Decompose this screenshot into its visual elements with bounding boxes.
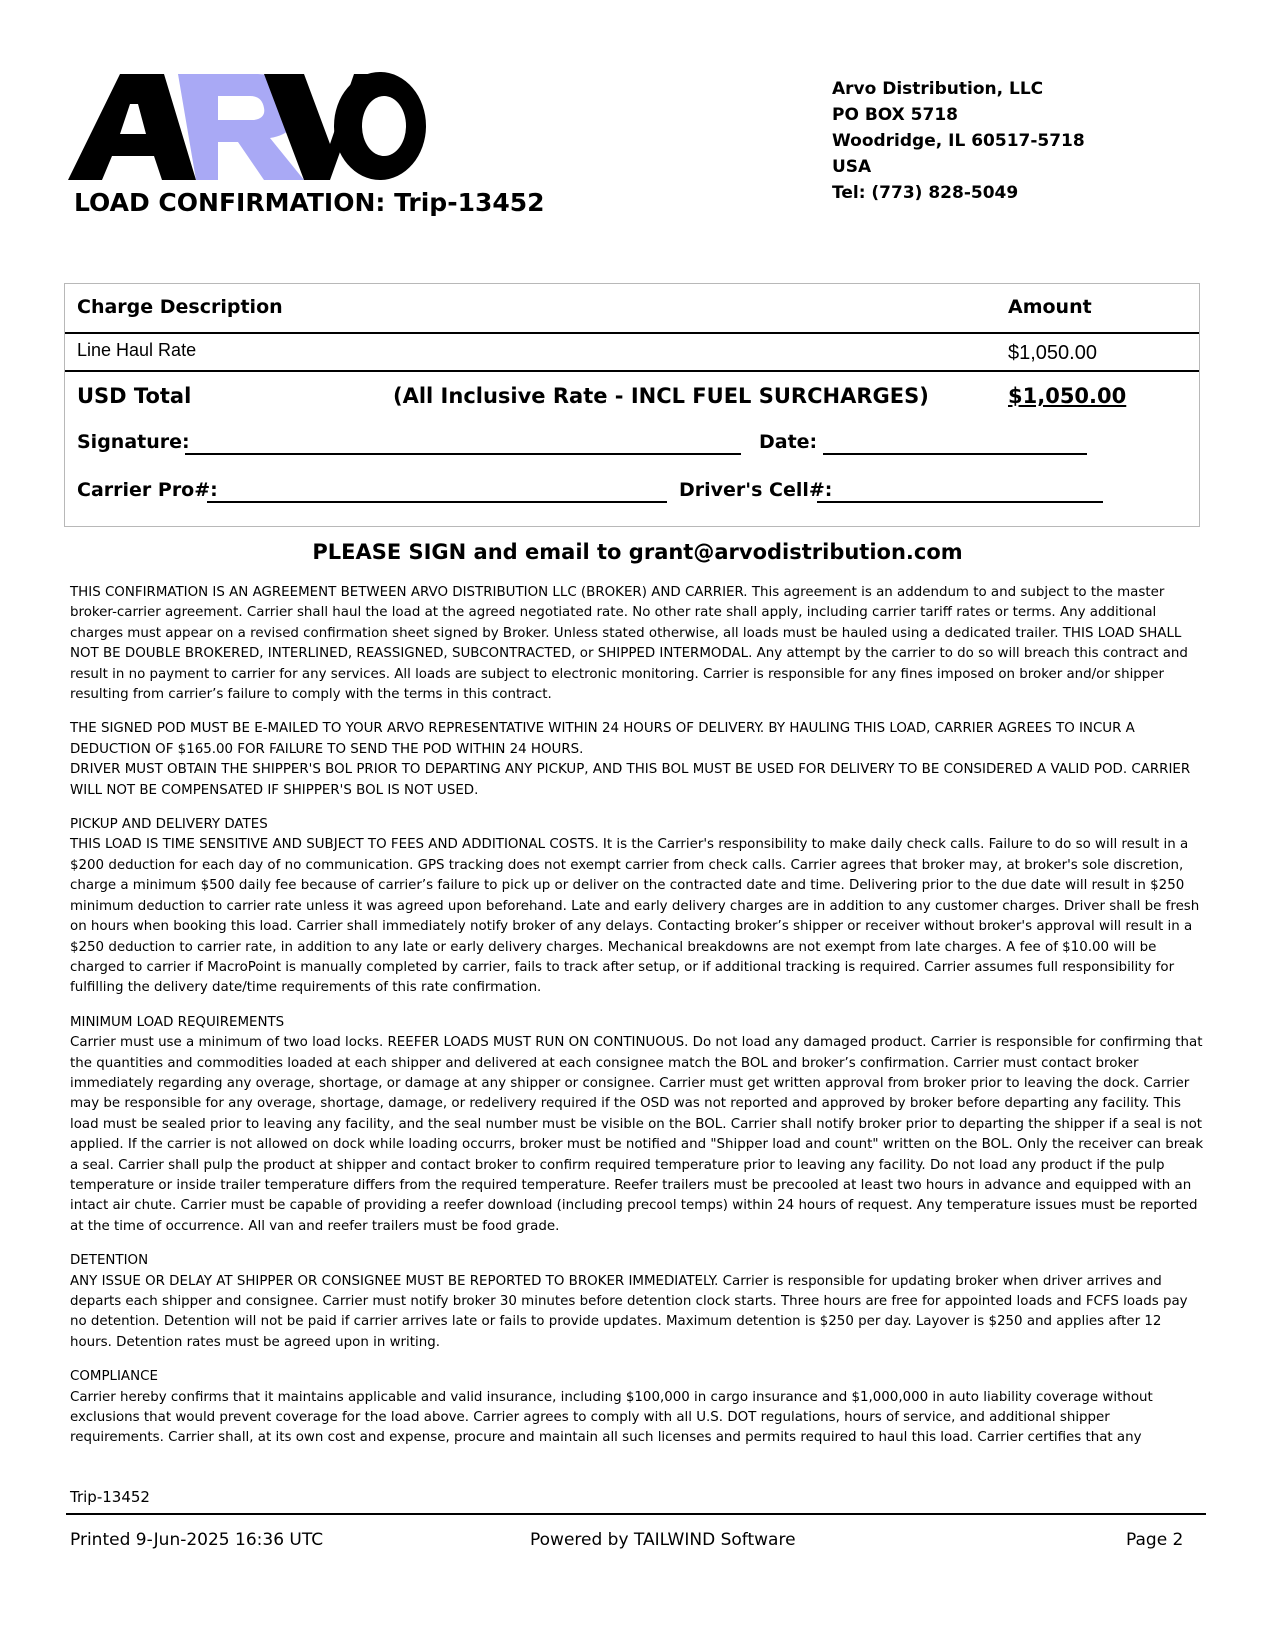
company-address [832,76,1085,206]
footer-divider [66,1513,1206,1515]
terms-pickup [70,815,1205,999]
signature-line[interactable] [185,453,741,455]
charges-table [64,283,1200,527]
minimum-heading: MINIMUM LOAD REQUIREMENTS [70,1014,285,1030]
terms-minimum [70,1013,1205,1237]
company-country: USA [832,157,872,177]
page-title: LOAD CONFIRMATION: Trip-13452 [74,188,545,217]
company-po-box: PO BOX 5718 [832,105,958,125]
total-note: (All Inclusive Rate - INCL FUEL SURCHARGES) [393,384,929,408]
arvo-logo [68,68,428,188]
driver-cell-label: Driver's Cell#: [679,479,833,501]
terms-compliance [70,1367,1205,1449]
terms-pod [70,719,1205,801]
charge-description-header: Charge Description [77,296,283,318]
detention-body: ANY ISSUE OR DELAY AT SHIPPER OR CONSIGNEE MUST BE REPORTED TO BROKER IMMEDIATELY. Carrier is responsible for updating broker when driver arrives and departs each shipper and consignee. Carrier must notify broker 30 minutes before detention clock starts. Three hours are free for appointed loads and FCFS loads pay no detention. Detention will not be paid if carrier arrives late or fails to provide updates. Maximum detention is $250 per day. Layover is $250 and applies after 12 hours. Detention rates must be agreed upon in writing. [70,1273,1188,1350]
terms-pod-text: THE SIGNED POD MUST BE E-MAILED TO YOUR ARVO REPRESENTATIVE WITHIN 24 HOURS OF DELIVERY. BY HAULING THIS LOAD, CARRIER AGREES TO INCUR A DEDUCTION OF $165.00 FOR FAILURE TO SEND THE POD WITHIN 24 HOURS. [70,721,1135,757]
date-line[interactable] [823,453,1087,455]
date-label: Date: [759,431,818,453]
company-name: Arvo Distribution, LLC [832,79,1044,99]
footer-powered: Powered by TAILWIND Software [530,1530,796,1550]
company-city: Woodridge, IL 60517-5718 [832,131,1085,151]
footer-page: Page 2 [1126,1530,1184,1550]
minimum-body: Carrier must use a minimum of two load locks. REEFER LOADS MUST RUN ON CONTINUOUS. Do not load any damaged product. Carrier is responsible for confirming that the quantities and commodities loaded at each shipper and delivered at each consignee match the BOL and broker’s confirmation. Carrier must contact broker immediately regarding any overage, shortage, or damage at any shipper or consignee. Carrier must get written approval from broker prior to leaving the dock. Carrier may be responsible for any overage, shortage, damage, or redelivery required if the OSD was not reported and approved by broker before departing any facility. This load must be sealed prior to leaving any facility, and the seal number must be visible on the BOL. Carrier shall notify broker prior to departing the shipper if a seal is not applied. If the carrier is not allowed on dock while loading occurrs, broker must be notified and "Shipper load and count" written on the BOL. Only the receiver can break a seal. Carrier shall pulp the product at shipper and contact broker to confirm required temperature prior to leaving any facility. Do not load any product if the pulp temperature or inside trailer temperature differs from the required temperature. Reefer trailers must be precooled at least two hours in advance and equipped with an intact air chute. Carrier must be capable of providing a reefer download (including precool temps) within 24 hours of request. Any temperature issues must be reported at the time of occurrence. All van and reefer trailers must be food grade. [70,1035,1204,1234]
compliance-body: Carrier hereby confirms that it maintains applicable and valid insurance, including $100,000 in cargo insurance and $1,000,000 in auto liability coverage without exclusions that would prevent coverage for the load above. Carrier agrees to comply with all U.S. DOT regulations, hours of service, and additional shipper requirements. Carrier shall, at its own cost and expense, procure and maintain all such licenses and permits required to haul this load. Carrier certifies that any [70,1389,1153,1446]
pickup-body: THIS LOAD IS TIME SENSITIVE AND SUBJECT TO FEES AND ADDITIONAL COSTS. It is the Carrier's responsibility to make daily check calls. Failure to do so will result in a $200 deduction for each day of no communication. GPS tracking does not exempt carrier from check calls. Carrier agrees that broker may, at broker's sole discretion, charge a minimum $500 daily fee because of carrier’s failure to pick up or deliver on the contracted date and time. Delivering prior to the due date will result in $250 minimum deduction to carrier rate unless it was agreed upon beforehand. Late and early delivery charges are in addition to any customer charges. Driver shall be fresh on hours when booking this load. Carrier shall immediately notify broker of any delays. Contacting broker’s shipper or receiver without broker's approval will result in a $250 deduction to carrier rate, in addition to any late or early delivery charges. Mechanical breakdowns are not exempt from late charges. A fee of $10.00 will be charged to carrier if MacroPoint is manually completed by carrier, fails to track after setup, or if additional tracking is required. Carrier assumes full responsibility for fulfilling the delivery date/time requirements of this rate confirmation. [70,837,1200,996]
table-row [65,334,1199,372]
footer-printed: Printed 9-Jun-2025 16:36 UTC [70,1530,324,1550]
amount-header: Amount [1008,296,1092,318]
total-amount: $1,050.00 [1008,384,1127,408]
pickup-heading: PICKUP AND DELIVERY DATES [70,817,268,833]
driver-cell-line[interactable] [817,501,1103,503]
terms-detention [70,1251,1205,1353]
charge-description: Line Haul Rate [77,340,197,360]
company-tel: Tel: (773) 828-5049 [832,183,1019,203]
charges-header [65,284,1199,334]
signature-label: Signature: [77,431,190,453]
detention-heading: DETENTION [70,1253,149,1269]
carrier-pro-line[interactable] [207,501,667,503]
terms-section [70,583,1205,1463]
compliance-heading: COMPLIANCE [70,1369,158,1385]
terms-bol-text: DRIVER MUST OBTAIN THE SHIPPER'S BOL PRIOR TO DEPARTING ANY PICKUP, AND THIS BOL MUST BE USED FOR DELIVERY TO BE CONSIDERED A VALID POD. CARRIER WILL NOT BE COMPENSATED IF SHIPPER'S BOL IS NOT USED. [70,762,1191,798]
terms-agreement: THIS CONFIRMATION IS AN AGREEMENT BETWEEN ARVO DISTRIBUTION LLC (BROKER) AND CARRIER. This agreement is an addendum to and subject to the master broker-carrier agreement. Carrier shall haul the load at the agreed negotiated rate. No other rate shall apply, including carrier tariff rates or terms. Any additional charges must appear on a revised confirmation sheet signed by Broker. Unless stated otherwise, all loads must be hauled using a dedicated trailer. THIS LOAD SHALL NOT BE DOUBLE BROKERED, INTERLINED, REASSIGNED, SUBCONTRACTED, or SHIPPED INTERMODAL. Any attempt by the carrier to do so will breach this contract and result in no payment to carrier for any services. All loads are subject to electronic monitoring. Carrier is responsible for any fines imposed on broker and/or shipper resulting from carrier’s failure to comply with the terms in this contract. [70,585,1188,703]
footer-trip: Trip-13452 [70,1488,150,1506]
total-label: USD Total [77,384,192,408]
charge-amount: $1,050.00 [1008,342,1097,364]
sign-instructions: PLEASE SIGN and email to grant@arvodistribution.com [312,540,963,564]
carrier-pro-label: Carrier Pro#: [77,479,218,501]
